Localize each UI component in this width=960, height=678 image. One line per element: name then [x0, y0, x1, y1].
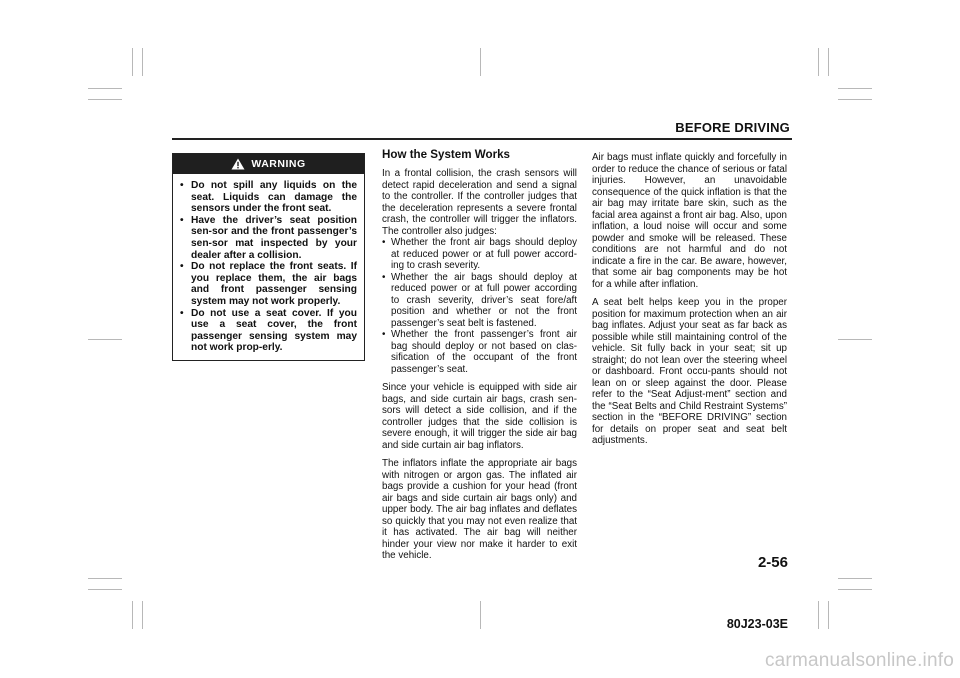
crop-mark [818, 601, 819, 629]
crop-mark [838, 339, 872, 340]
intro-paragraph: In a frontal collision, the crash sensors will detect rapid deceleration and send a signal to the controller. If the controller judges that the deceleration represents a severe frontal crash, the controller will trigger the inflators. The controller also judges: [382, 168, 577, 237]
list-item: • Whether the front air bags should deploy at reduced power or at full power accord-ing to crash severity. [382, 237, 577, 272]
warning-label: WARNING [251, 158, 306, 170]
section-title: BEFORE DRIVING [675, 120, 790, 135]
crop-mark [132, 601, 133, 629]
warning-item: • Have the driver’s seat position sen-sor and the front passenger’s sen-sor mat inspected by your dealer after a collision. [180, 215, 357, 261]
warning-list [173, 174, 364, 360]
crop-mark [838, 88, 872, 89]
warning-header [173, 154, 364, 174]
warning-item: • Do not spill any liquids on the seat. Liquids can damage the sensors under the front seat. [180, 180, 357, 215]
crop-mark [88, 589, 122, 590]
crop-mark [828, 48, 829, 76]
crop-mark [818, 48, 819, 76]
middle-column [382, 148, 577, 569]
crop-mark [88, 99, 122, 100]
crop-mark [142, 601, 143, 629]
crop-mark [480, 48, 481, 76]
page-number: 2-56 [757, 554, 788, 571]
crop-mark [838, 99, 872, 100]
crop-mark [88, 578, 122, 579]
crop-mark [838, 578, 872, 579]
crop-mark [88, 339, 122, 340]
paragraph: The inflators inflate the appropriate air bags with nitrogen or argon gas. The inflated air bags provide a cushion for your head (front air bags and side curtain air bags only) and upper body. The air bag inflates and deflates so quickly that you may not even realize that it has activated. The air bag will neither hinder your view nor make it harder to exit the vehicle. [382, 458, 577, 561]
crop-mark [480, 601, 481, 629]
warning-item: • Do not replace the front seats. If you replace them, the air bags and front passenger sensing system may not work properly. [180, 261, 357, 307]
warning-item: • Do not use a seat cover. If you use a seat cover, the front passenger sensing system may not work prop-erly. [180, 308, 357, 354]
document-code: 80J23-03E [726, 617, 788, 631]
section-heading: How the System Works [382, 148, 510, 161]
paragraph: A seat belt helps keep you in the proper position for maximum protection when an air bag inflates. Adjust your seat as far back as possible while still maintaining control of the vehicle. Sit fully back in your seat; sit up straight; do not lean over the steering wheel or dashboard. Front occu-pants should not lean on or sleep against the door. Please refer to the “Seat Adjust-ment” section and the “Seat Belts and Child Restraint Systems” section in the “BEFORE DRIVING” section for details on proper seat and seat belt adjustments. [592, 297, 787, 446]
warning-triangle-icon [231, 158, 245, 170]
warning-box [172, 153, 365, 361]
crop-mark [142, 48, 143, 76]
crop-mark [132, 48, 133, 76]
paragraph: Since your vehicle is equipped with side air bags, and side curtain air bags, crash sen-sors will detect a side collision, and if the controller judges that the side collision is severe enough, it will trigger the side air bag and side curtain air bag inflators. [382, 382, 577, 451]
watermark: carmanualsonline.info [764, 650, 954, 671]
right-column [592, 152, 787, 454]
header-rule [172, 138, 792, 140]
crop-mark [88, 88, 122, 89]
list-item: • Whether the front passenger’s front air bag should deploy or not based on clas-sification of the occupant of the front passenger’s seat. [382, 329, 577, 375]
judgement-list [382, 237, 577, 375]
paragraph: Air bags must inflate quickly and forcefully in order to reduce the chance of serious or fatal injuries. However, an unavoidable consequence of the quick inflation is that the air bag may irritate bare skin, such as the facial area against a front air bag. Also, upon inflation, a loud noise will occur and some powder and smoke will be released. These conditions are not harmful and do not indicate a fire in the car. Be aware, however, that some air bag components may be hot for a while after inflation. [592, 152, 787, 290]
crop-mark [838, 589, 872, 590]
crop-mark [828, 601, 829, 629]
list-item: • Whether the air bags should deploy at reduced power or at full power according to crash severity, driver’s seat fore/aft position and whether or not the front passenger’s seat belt is fastened. [382, 272, 577, 330]
